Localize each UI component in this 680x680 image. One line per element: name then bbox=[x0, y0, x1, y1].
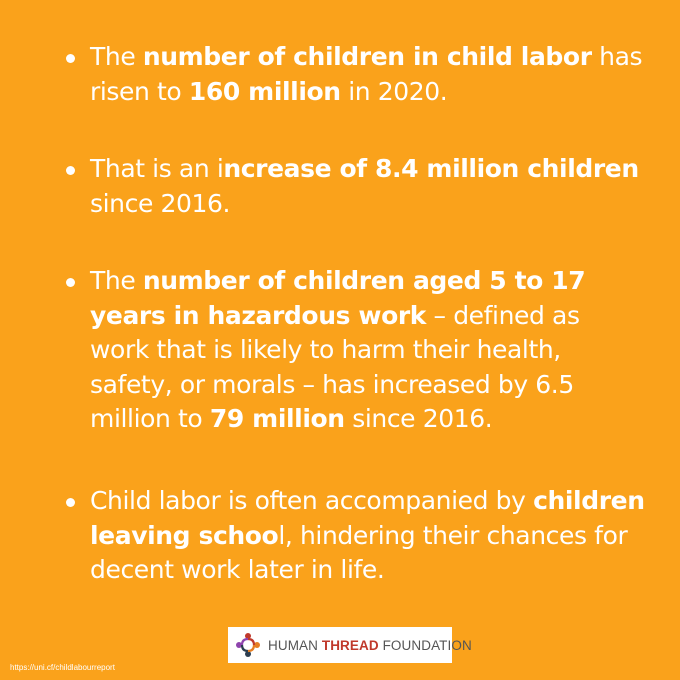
fact-text: Child labor is often accompanied by bbox=[90, 486, 534, 515]
logo-word-foundation: FOUNDATION bbox=[378, 637, 472, 653]
fact-text: in 2020. bbox=[340, 76, 448, 106]
foundation-logo bbox=[228, 627, 472, 663]
fact-text: since 2016. bbox=[90, 188, 231, 218]
fact-bullet-2 bbox=[66, 152, 646, 221]
logo-word-thread: THREAD bbox=[321, 637, 379, 653]
foundation-name bbox=[268, 638, 472, 653]
fact-highlight: number of children aged 5 to 17 years in hazardous work bbox=[90, 266, 586, 330]
fact-bullet-3 bbox=[66, 264, 646, 437]
fact-bullet-1 bbox=[66, 40, 646, 109]
fact-bullet-4 bbox=[66, 484, 646, 588]
fact-text: – defined as work that is likely to harm their health, safety, or morals – has increased by 6.5 million to bbox=[90, 300, 580, 433]
fact-highlight: ncrease of 8.4 million children bbox=[223, 154, 639, 183]
fact-highlight: 79 million bbox=[209, 404, 345, 433]
fact-text: The bbox=[90, 42, 143, 71]
fact-text: has risen to bbox=[90, 42, 643, 106]
logo-word-human: HUMAN bbox=[268, 637, 322, 653]
fact-text: The bbox=[90, 266, 143, 295]
fact-highlight: number of children in child labor bbox=[142, 42, 592, 71]
fact-highlight: children leaving schoo bbox=[90, 486, 645, 550]
fact-highlight: 160 million bbox=[188, 76, 341, 106]
fact-text: since 2016. bbox=[344, 404, 493, 433]
source-url: https://uni.cf/childlabourreport bbox=[10, 663, 115, 672]
fact-text: That is an i bbox=[90, 154, 224, 183]
human-thread-foundation-logo-icon bbox=[234, 631, 262, 659]
fact-text: l, hindering their chances for decent work later in life. bbox=[90, 520, 628, 584]
